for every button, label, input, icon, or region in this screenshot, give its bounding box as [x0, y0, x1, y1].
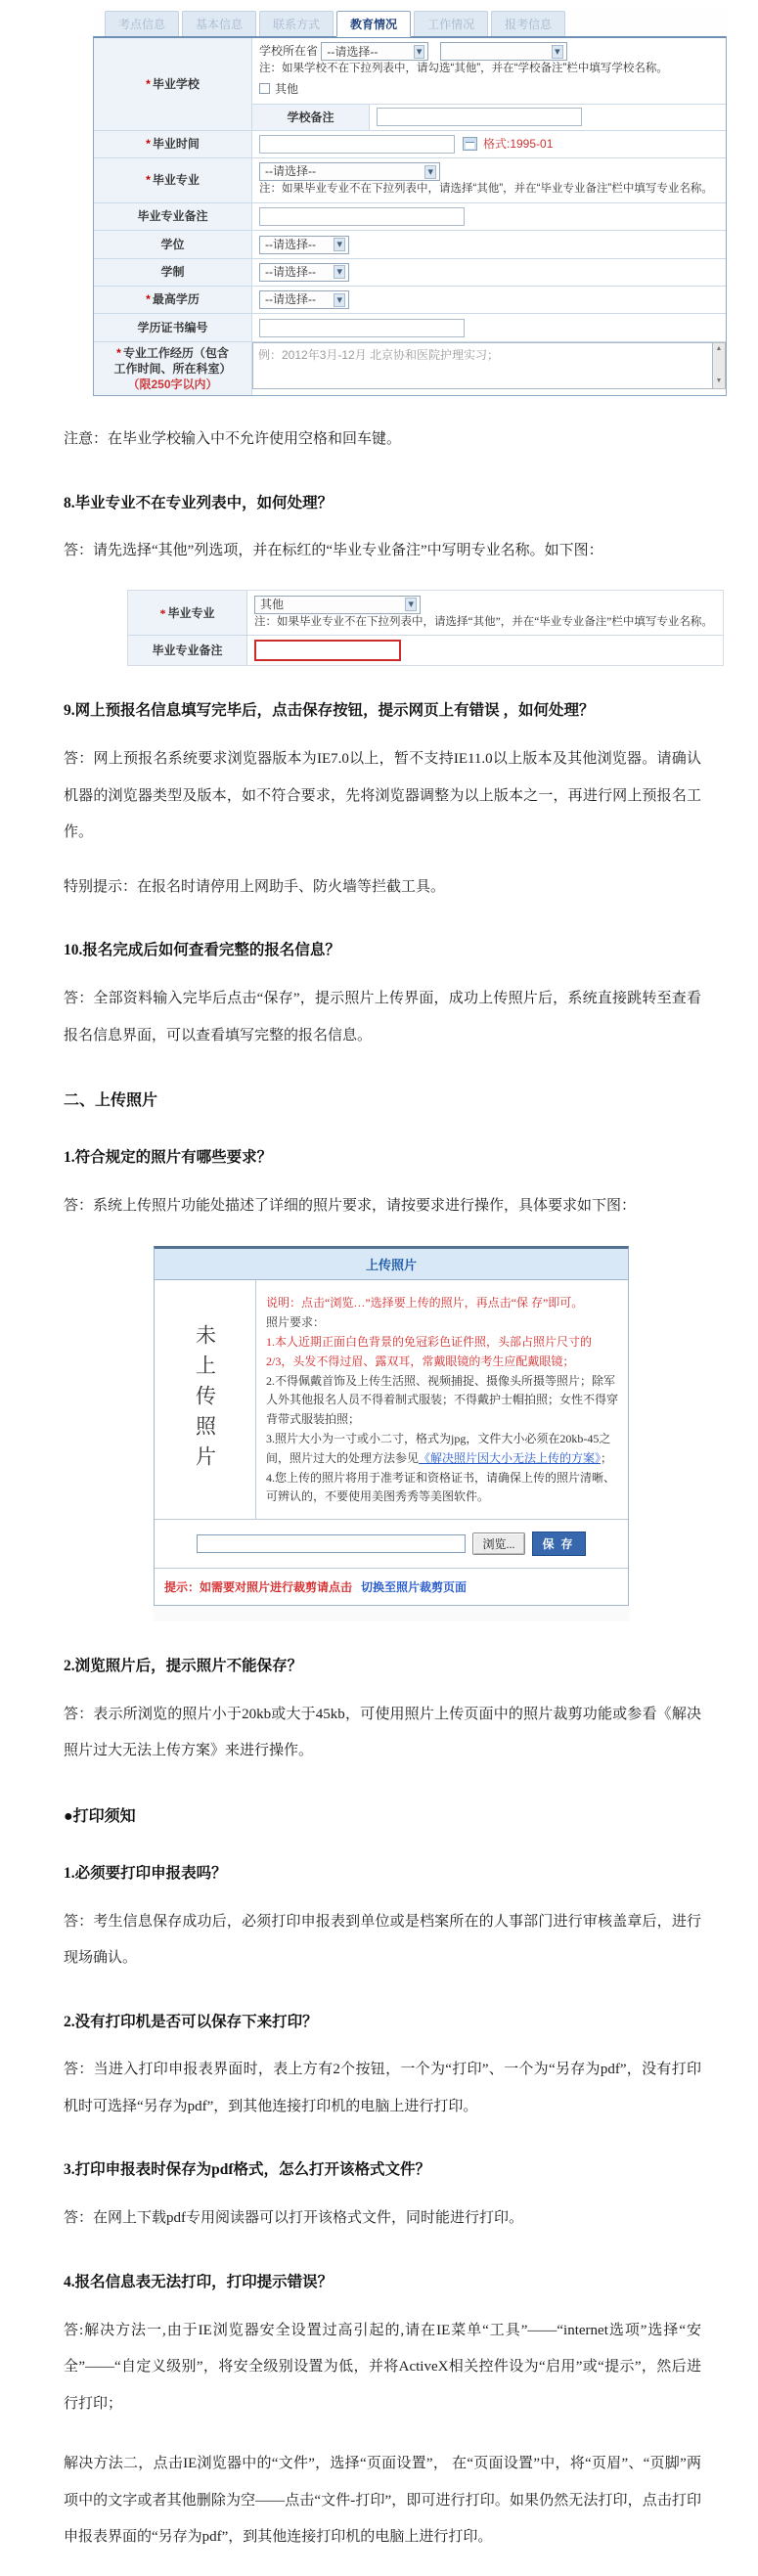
required-mark: *: [116, 345, 121, 360]
row-work-experience: * 专业工作经历（包含 工作时间、所在科室） （限250字以内） 例：2012年3月-12月 北京协和医院护理实习； ▲ ▼: [94, 342, 726, 396]
photo-requirements: [256, 1280, 628, 1519]
school-note: 注：如果学校不在下拉列表中，请勾选“其他”，并在“学校备注”栏中填写学校名称。: [259, 63, 668, 75]
upload-photo-panel-title: 上传照片: [155, 1249, 628, 1280]
crop-tip-text: 提示：如需要对照片进行裁剪请点击: [164, 1580, 353, 1595]
degree-select[interactable]: --请选择-- ▾: [259, 236, 349, 254]
question-8: 8.毕业专业不在专业列表中，如何处理？: [64, 494, 334, 511]
print-answer-2: 答：当进入打印申报表界面时，表上方有2个按钮，一个为“打印”、一个为“另存为pdf”，没有打印机时可选择“另存为pdf”，到其他连接打印机的电脑上进行打印。: [64, 2062, 701, 2114]
photo-answer-2: 答：表示所浏览的照片小于20kb或大于45kb，可使用照片上传页面中的照片裁剪功能或参看《解决照片过大无法上传方案》来进行操作。: [64, 1706, 701, 1759]
answer-8: 答：请先选择“其他”列选项，并在标红的“毕业专业备注”中写明专业名称。如下图：: [64, 543, 603, 559]
scroll-down-icon[interactable]: ▼: [715, 377, 723, 384]
graduation-major-label: * 毕业专业: [159, 605, 215, 620]
tab-exam-site-info[interactable]: 考点信息: [105, 11, 179, 36]
required-mark: *: [146, 76, 151, 91]
upload-controls-row: [155, 1519, 628, 1568]
print-question-1: 1.必须要打印申报表吗？: [64, 1864, 227, 1882]
browse-button[interactable]: 浏览...: [472, 1532, 524, 1555]
row-major-remark: [94, 203, 726, 231]
required-mark: *: [146, 137, 151, 152]
major-remark-input-highlighted[interactable]: [254, 640, 401, 661]
school-name-select[interactable]: [440, 42, 567, 61]
major-remark-label: 毕业专业备注: [94, 203, 252, 230]
form-tab-bar: [93, 6, 727, 36]
graduation-major-select-other[interactable]: 其他 ▾: [254, 596, 421, 614]
major-remark-label: 毕业专业备注: [128, 636, 247, 665]
crop-tip-row: [155, 1568, 628, 1605]
school-other-checkbox-label: 其他: [275, 82, 299, 97]
highest-education-label: * 最高学历: [146, 292, 200, 307]
photo-requirement-4: 4.您上传的照片将用于准考证和资格证书，请确保上传的照片清晰、可辨认的，不要使用美图秀秀等美图软件。: [266, 1470, 616, 1504]
graduation-time-label: * 毕业时间: [146, 137, 200, 152]
tab-apply-info[interactable]: 报考信息: [491, 11, 565, 36]
tab-contact-info[interactable]: 联系方式: [259, 11, 334, 36]
graduation-major-note: 注：如果毕业专业不在下拉列表中，请选择“其他”，并在“毕业专业备注”栏中填写专业名称。: [259, 183, 713, 196]
graduation-major-label: * 毕业专业: [146, 173, 200, 188]
photo-requirement-2: 2.不得佩戴首饰及上传生活照、视频捕捉、摄像头所摄等照片；除军人外其他报名人员不得着制式服装；不得戴护士帽拍照；女性不得穿背带式服装拍照；: [266, 1373, 619, 1427]
photo-instruction: 说明：点击“浏览…”选择要上传的照片，再点击“保 存”即可。: [266, 1296, 584, 1310]
row-schooling: [94, 259, 726, 287]
answer-10: 答：全部资料输入完毕后点击“保存”，提示照片上传界面，成功上传照片后，系统直接跳转至查看报名信息界面，可以查看填写完整的报名信息。: [64, 991, 701, 1044]
graduation-major-note: 注：如果毕业专业不在下拉列表中，请选择“其他”，并在“毕业专业备注”栏中填写专业名称。: [254, 615, 713, 628]
photo-requirement-3: 3.照片大小为一寸或小二寸，格式为jpg，文件大小必须在20kb-45之间，照片过大的处理方法参见《解决照片因大小无法上传的方案》；: [266, 1431, 613, 1465]
graduation-time-input[interactable]: [259, 135, 455, 154]
row-graduation-time: [94, 131, 726, 158]
save-button[interactable]: 保 存: [532, 1532, 586, 1556]
row-graduate-school: [94, 38, 726, 131]
scroll-up-icon[interactable]: ▲: [715, 344, 723, 352]
upload-photo-panel: [154, 1246, 629, 1606]
certificate-number-input[interactable]: [259, 319, 465, 337]
photo-question-2: 2.浏览照片后，提示照片不能保存？: [64, 1658, 303, 1675]
question-9: 9.网上预报名信息填写完毕后，点击保存按钮，提示网页上有错误 ，如何处理？: [64, 702, 595, 720]
work-experience-label: * 专业工作经历（包含: [116, 345, 229, 360]
note-no-spaces: 注意：在毕业学校输入中不允许使用空格和回车键。: [64, 431, 402, 448]
print-question-2: 2.没有打印机是否可以保存下来打印？: [64, 2013, 318, 2030]
section-upload-photo: 二、上传照片: [64, 1092, 158, 1110]
calendar-icon[interactable]: [463, 137, 477, 151]
schooling-select[interactable]: --请选择-- ▾: [259, 263, 349, 282]
row2-major-remark: [128, 636, 723, 665]
graduation-major-select[interactable]: --请选择-- ▾: [259, 162, 440, 181]
required-mark: *: [146, 292, 151, 307]
work-experience-textarea[interactable]: 例：2012年3月-12月 北京协和医院护理实习；: [252, 342, 713, 389]
graduation-time-format-hint: 格式:1995-01: [483, 136, 554, 151]
required-mark: *: [146, 173, 151, 188]
education-form-table: [93, 36, 727, 396]
print-question-4: 4.报名信息表无法打印，打印提示错误？: [64, 2273, 334, 2290]
print-question-3: 3.打印申报表时保存为pdf格式，怎么打开该格式文件？: [64, 2161, 431, 2179]
row-certificate-number: [94, 314, 726, 341]
tab-education-info[interactable]: 教育情况: [336, 11, 411, 37]
tab-basic-info[interactable]: 基本信息: [182, 11, 256, 36]
tab-work-info[interactable]: 工作情况: [414, 11, 488, 36]
school-other-checkbox[interactable]: [259, 83, 270, 94]
row-degree: [94, 231, 726, 258]
school-remark-input[interactable]: [377, 108, 582, 126]
answer-9: 答：网上预报名系统要求浏览器版本为IE7.0以上，暂不支持IE11.0以上版本及其他浏览器。请确认机器的浏览器类型及版本，如不符合要求，先将浏览器调整为以上版本之一，再进行网上预报名工作。: [64, 751, 701, 841]
print-answer-1: 答：考生信息保存成功后，必须打印申报表到单位或是档案所在的人事部门进行审核盖章后，进行现场确认。: [64, 1913, 701, 1967]
school-province-select[interactable]: --请选择-- ▾: [321, 42, 428, 61]
photo-requirements-heading: 照片要求：: [266, 1315, 326, 1330]
print-answer-4-method-1: 答:解决方法一,由于IE浏览器安全设置过高引起的,请在IE菜单“工具”——“internet选项”选择“安全”——“自定义级别”，将安全级别设置为低，并将ActiveX相关控件设为“启用”或“提示”，然后进行打印；: [64, 2322, 701, 2412]
certificate-number-label: 学历证书编号: [94, 314, 252, 340]
photo-question-1: 1.符合规定的照片有哪些要求？: [64, 1149, 273, 1167]
print-answer-3: 答：在网上下载pdf专用阅读器可以打开该格式文件，同时能进行打印。: [64, 2210, 523, 2227]
row-school-remark: [252, 104, 726, 130]
education-form-screenshot: [93, 6, 727, 396]
degree-label: 学位: [94, 231, 252, 257]
row-graduation-major: [94, 158, 726, 203]
photo-answer-1: 答：系统上传照片功能处描述了详细的照片要求，请按要求进行操作，具体要求如下图：: [64, 1197, 637, 1214]
photo-not-uploaded-text: 未上传照片: [193, 1323, 217, 1476]
photo-placeholder-cell: [155, 1280, 256, 1519]
question-10: 10.报名完成后如何查看完整的报名信息？: [64, 942, 340, 959]
upload-photo-screenshot: [154, 1246, 629, 1621]
switch-to-crop-page-link[interactable]: 切换至照片裁剪页面: [361, 1580, 468, 1595]
file-path-input[interactable]: [197, 1534, 466, 1553]
major-other-screenshot: [127, 590, 724, 667]
row-highest-education: [94, 287, 726, 314]
faq-article: [0, 422, 758, 2556]
schooling-label: 学制: [94, 259, 252, 286]
school-province-label: 学校所在省: [259, 44, 319, 58]
textarea-scrollbar[interactable]: [713, 342, 726, 389]
section-print-notes: ●打印须知: [64, 1807, 136, 1825]
special-tip: 特别提示：在报名时请停用上网助手、防火墙等拦截工具。: [64, 878, 446, 895]
photo-requirement-1: 1.本人近期正面白色背景的免冠彩色证件照，头部占照片尺寸的2/3，头发不得过眉、露双耳，常戴眼镜的考生应配戴眼镜；: [266, 1334, 593, 1368]
print-answer-4-method-2: 解决方法二，点击IE浏览器中的“文件”，选择“页面设置”， 在“页面设置”中，将“页眉”、“页脚”两项中的文字或者其他删除为空——点击“文件-打印”，即可进行打印。如果仍然无法打印，点击打印申报表界面的“另存为pdf”，到其他连接打印机的电脑上进行打印。: [64, 2456, 701, 2546]
school-remark-label: 学校备注: [252, 105, 370, 130]
highest-education-select[interactable]: --请选择-- ▾: [259, 290, 349, 309]
graduate-school-label: * 毕业学校: [146, 76, 200, 91]
required-mark: *: [159, 605, 166, 620]
row2-graduation-major: [128, 591, 723, 637]
oversize-photo-solution-link[interactable]: 《解决照片因大小无法上传的方案》: [419, 1450, 602, 1465]
work-experience-limit-hint: （限250字以内）: [127, 377, 218, 391]
major-remark-input[interactable]: [259, 207, 465, 226]
